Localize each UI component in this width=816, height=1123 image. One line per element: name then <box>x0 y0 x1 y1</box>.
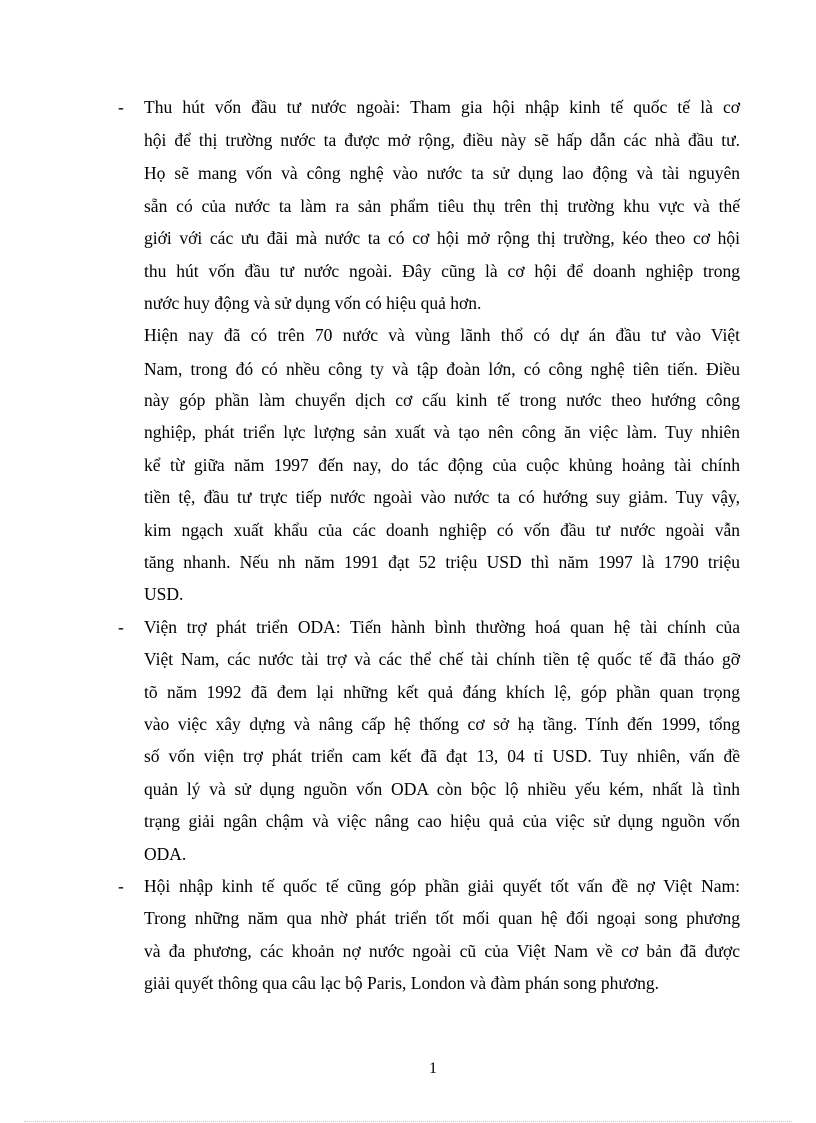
page-number: 1 <box>429 1060 437 1077</box>
bullet-marker: - <box>118 617 124 637</box>
paragraph-1-line-4: sẵn có của nước ta làm ra sản phẩm tiêu thụ trên thị trường khu vực và thế <box>144 196 740 216</box>
paragraph-2-line-9: USD. <box>144 584 184 604</box>
paragraph-1-line-6: thu hút vốn đầu tư nước ngoài. Đây cũng là cơ hội để doanh nghiệp trong <box>144 261 740 281</box>
paragraph-4-line-2: Trong những năm qua nhờ phát triển tốt mối quan hệ đối ngoại song phương <box>144 908 740 928</box>
paragraph-2-line-7: kim ngạch xuất khẩu của các doanh nghiệp có vốn đầu tư nước ngoài vẫn <box>144 520 740 540</box>
paragraph-2-line-4: nghiệp, phát triển lực lượng sản xuất và tạo nên công ăn việc làm. Tuy nhiên <box>144 422 740 442</box>
paragraph-2-line-8: tăng nhanh. Nếu nh năm 1991 đạt 52 triệu USD thì năm 1997 là 1790 triệu <box>144 552 740 572</box>
paragraph-3-line-3: tõ năm 1992 đã đem lại những kết quả đáng khích lệ, góp phần quan trọng <box>144 682 740 702</box>
paragraph-2-line-6: tiền tệ, đầu tư trực tiếp nước ngoài vào nước ta có hướng suy giảm. Tuy vậy, <box>144 487 740 507</box>
paragraph-1-line-5: giới với các ưu đãi mà nước ta có cơ hội mở rộng thị trường, kéo theo cơ hội <box>144 228 740 248</box>
paragraph-1-line-3: Họ sẽ mang vốn và công nghệ vào nước ta sử dụng lao động và tài nguyên <box>144 163 740 183</box>
paragraph-1-line-2: hội để thị trường nước ta được mở rộng, điều này sẽ hấp dẫn các nhà đầu tư. <box>144 130 740 150</box>
paragraph-3-line-1: Viện trợ phát triển ODA: Tiến hành bình thường hoá quan hệ tài chính của <box>144 617 740 637</box>
paragraph-1-line-1: Thu hút vốn đầu tư nước ngoài: Tham gia hội nhập kinh tế quốc tế là cơ <box>144 97 740 117</box>
paragraph-2-line-3: này góp phần làm chuyển dịch cơ cấu kinh tế trong nước theo hướng công <box>144 390 740 410</box>
footer-divider <box>24 1121 792 1122</box>
paragraph-4-line-1: Hội nhập kinh tế quốc tế cũng góp phần giải quyết tốt vấn đề nợ Việt Nam: <box>144 876 740 896</box>
paragraph-3-line-6: quản lý và sử dụng nguồn vốn ODA còn bộc lộ nhiều yếu kém, nhất là tình <box>144 779 740 799</box>
paragraph-3-line-7: trạng giải ngân chậm và việc nâng cao hiệu quả của việc sử dụng nguồn vốn <box>144 811 740 831</box>
paragraph-3-line-5: số vốn viện trợ phát triển cam kết đã đạt 13, 04 tỉ USD. Tuy nhiên, vấn đề <box>144 746 740 766</box>
paragraph-3-line-8: ODA. <box>144 844 187 864</box>
paragraph-3-line-2: Việt Nam, các nước tài trợ và các thể chế tài chính tiền tệ quốc tế đã tháo gỡ <box>144 649 740 669</box>
paragraph-4-line-4: giải quyết thông qua câu lạc bộ Paris, London và đàm phán song phương. <box>144 973 659 993</box>
paragraph-2-line-1: Hiện nay đã có trên 70 nước và vùng lãnh thổ có dự án đầu tư vào Việt <box>144 325 740 345</box>
paragraph-4-line-3: và đa phương, các khoản nợ nước ngoài cũ của Việt Nam về cơ bản đã được <box>144 941 740 961</box>
paragraph-2-line-5: kể từ giữa năm 1997 đến nay, do tác động của cuộc khủng hoảng tài chính <box>144 455 740 475</box>
paragraph-1-line-7: nước huy động và sử dụng vốn có hiệu quả hơn. <box>144 293 482 313</box>
bullet-marker: - <box>118 876 124 896</box>
bullet-marker: - <box>118 97 124 117</box>
paragraph-3-line-4: vào việc xây dựng và nâng cấp hệ thống cơ sở hạ tầng. Tính đến 1999, tổng <box>144 714 740 734</box>
paragraph-2-line-2: Nam, trong đó có nhều công ty và tập đoàn lớn, có công nghệ tiên tiến. Điều <box>144 359 740 379</box>
